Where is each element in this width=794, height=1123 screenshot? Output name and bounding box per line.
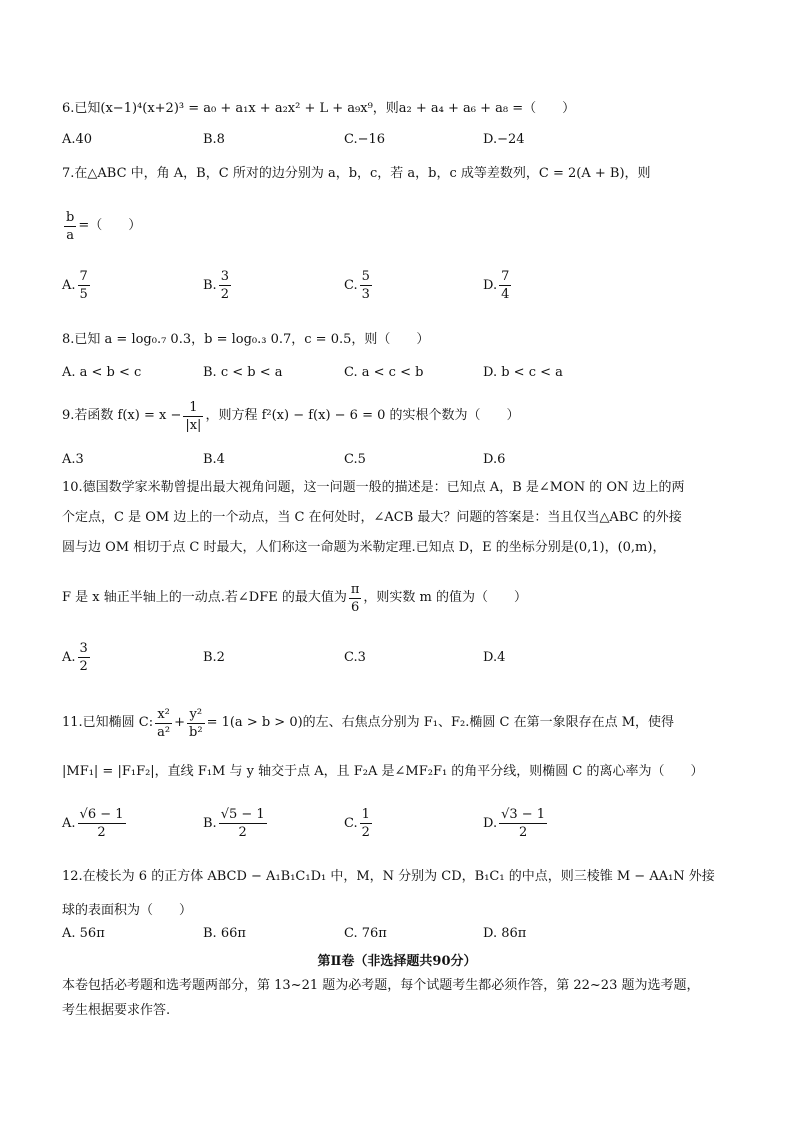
option-d: D. $\frac{√3 - 1}{2}$ bbox=[483, 807, 546, 840]
option-d: D.−24 bbox=[483, 132, 525, 147]
question-7-stem: 7.在△ABC 中，角 A，B，C 所对的边分别为 a，b，c，若 a，b，c 成等差数列，C = 2(A + B)，则 bbox=[62, 166, 651, 181]
fraction: $\frac{\text{y²}}{\text{b²}}$ bbox=[189, 706, 203, 740]
option-c: C. 76π bbox=[344, 926, 387, 941]
option-b: B.8 bbox=[203, 132, 225, 147]
option-a: A. $\frac{√6 - 1}{2}$ bbox=[62, 807, 124, 840]
option-c: C.3 bbox=[344, 650, 366, 665]
section-2-heading: 第Ⅱ卷（非选择题共90分） bbox=[317, 954, 477, 969]
question-6-stem: 6.已知(x−1)⁴(x+2)³ = a₀ + a₁x + a₂x² + L + a₉x⁹，则a₂ + a₄ + a₆ + a₈ =（ ） bbox=[62, 101, 576, 116]
question-9-options bbox=[62, 442, 742, 482]
option-c: C.−16 bbox=[344, 132, 386, 147]
option-a: A. $\frac{7}{5}$ bbox=[62, 269, 88, 302]
question-10-line-1: 10.德国数学家米勒曾提出最大视角问题，这一问题一般的描述是：已知点 A，B 是∠MON 的 ON 边上的两 bbox=[62, 480, 685, 495]
option-a: A.40 bbox=[62, 132, 93, 147]
fraction: $\frac{\pi}{6}$ bbox=[350, 581, 360, 615]
question-7-options bbox=[62, 268, 742, 308]
question-9-stem: 9.若函数 f(x) = x − $\frac{1}{|x|}$ ，则方程 f²(x) − f(x) − 6 = 0 的实根个数为（ ） bbox=[62, 399, 520, 433]
question-10-line-2: 个定点，C 是 OM 边上的一个动点，当 C 在何处时，∠ACB 最大？问题的答案是：当且仅当△ABC 的外接 bbox=[62, 510, 682, 525]
option-b: B.2 bbox=[203, 650, 225, 665]
question-7-stem-cont: $\frac{b}{a}$ =（ ） bbox=[66, 209, 142, 243]
option-d: D. $\frac{7}{4}$ bbox=[483, 269, 510, 302]
question-12-line-1: 12.在棱长为 6 的正方体 ABCD − A₁B₁C₁D₁ 中，M，N 分别为 CD，B₁C₁ 的中点，则三棱锥 M − AA₁N 外接 bbox=[62, 869, 715, 884]
option-d: D. 86π bbox=[483, 926, 527, 941]
option-c: C.5 bbox=[344, 452, 366, 467]
question-11-stem: 11.已知椭圆 C: $\frac{\text{x²}}{\text{a²}}$ + $\frac{\text{y²}}{\text{b²}}$ = 1(a > b > 0)的左、右焦点分别为 F₁、F₂.椭圆 C 在第一象限存在点 M，使得 bbox=[62, 706, 675, 740]
option-d: D.6 bbox=[483, 452, 506, 467]
option-a: A. 56π bbox=[62, 926, 105, 941]
question-12-line-2: 球的表面积为（ ） bbox=[62, 903, 193, 918]
option-b: B. 66π bbox=[203, 926, 246, 941]
option-c: C. a < c < b bbox=[344, 365, 424, 380]
option-c: C. $\frac{5}{3}$ bbox=[344, 269, 370, 302]
question-11-line-2: |MF₁| = |F₁F₂|，直线 F₁M 与 y 轴交于点 A，且 F₂A 是∠MF₂F₁ 的角平分线，则椭圆 C 的离心率为（ ） bbox=[62, 764, 704, 779]
option-d: D.4 bbox=[483, 650, 506, 665]
option-b: B.4 bbox=[203, 452, 225, 467]
option-d: D. b < c < a bbox=[483, 365, 563, 380]
fraction: $\frac{1}{|x|}$ bbox=[185, 399, 202, 433]
option-b: B. $\frac{√5 - 1}{2}$ bbox=[203, 807, 265, 840]
option-a: A.3 bbox=[62, 452, 84, 467]
question-8-options bbox=[62, 355, 742, 395]
fraction: $\frac{\text{x²}}{\text{a²}}$ bbox=[157, 706, 171, 740]
question-6-options bbox=[62, 122, 742, 162]
question-10-line-4: F 是 x 轴正半轴上的一动点.若∠DFE 的最大值为 $\frac{\pi}{6}$ ，则实数 m 的值为（ ） bbox=[62, 581, 527, 615]
option-c: C. $\frac{1}{2}$ bbox=[344, 807, 370, 840]
question-10-line-3: 圆与边 OM 相切于点 C 时最大，人们称这一命题为米勒定理.已知点 D，E 的坐标分别是(0,1)，(0,m)， bbox=[62, 540, 666, 555]
option-b: B. $\frac{3}{2}$ bbox=[203, 269, 229, 302]
question-8-stem: 8.已知 a = log₀.₇ 0.3，b = log₀.₃ 0.7，c = 0.5，则（ ） bbox=[62, 332, 430, 347]
option-b: B. c < b < a bbox=[203, 365, 283, 380]
option-a: A. $\frac{3}{2}$ bbox=[62, 641, 88, 674]
section-2-intro-line-2: 考生根据要求作答. bbox=[62, 1003, 171, 1018]
fraction: $\frac{b}{a}$ bbox=[66, 209, 75, 243]
question-11-options bbox=[62, 806, 742, 846]
question-10-options bbox=[62, 640, 742, 680]
option-a: A. a < b < c bbox=[62, 365, 142, 380]
section-2-intro-line-1: 本卷包括必考题和选考题两部分，第 13~21 题为必考题，每个试题考生都必须作答，第 22~23 题为选考题， bbox=[62, 978, 700, 993]
